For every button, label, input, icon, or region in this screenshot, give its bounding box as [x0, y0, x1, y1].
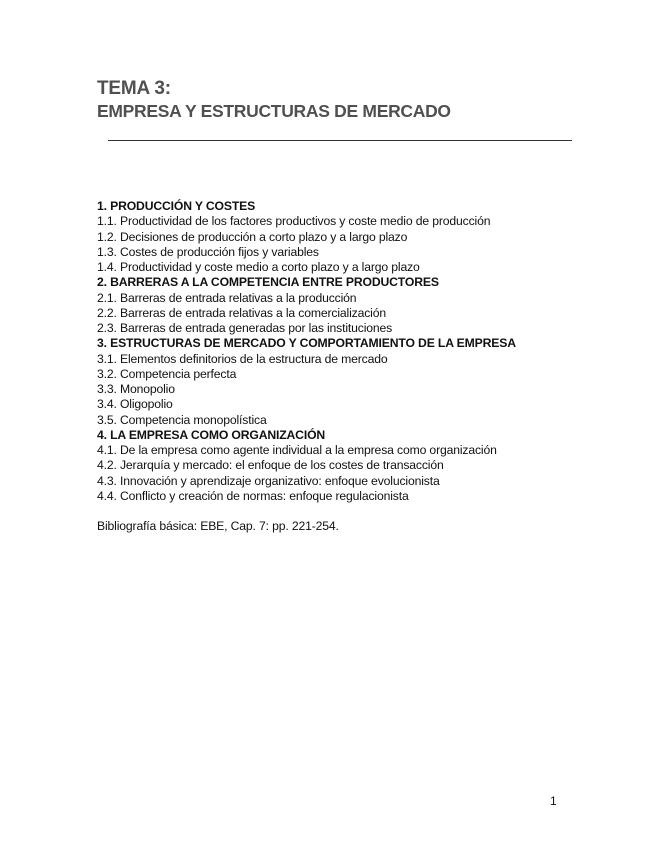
toc-item: 1.1. Productividad de los factores productivos y coste medio de producción: [97, 214, 491, 229]
toc-item: 4.4. Conflicto y creación de normas: enfoque regulacionista: [97, 488, 409, 503]
toc-item: 3.2. Competencia perfecta: [97, 366, 237, 381]
bibliography-note: Bibliografía básica: EBE, Cap. 7: pp. 221-254.: [97, 519, 339, 533]
toc-item: 4.1. De la empresa como agente individual a la empresa como organización: [97, 443, 497, 457]
table-of-contents: [97, 199, 516, 504]
toc-item: 1.4. Productividad y coste medio a corto plazo y a largo plazo: [97, 260, 420, 274]
document-title: [97, 78, 451, 122]
title-topic-number: TEMA 3:: [97, 78, 171, 99]
toc-item: 2.3. Barreras de entrada generadas por las instituciones: [97, 321, 393, 335]
toc-item: 4.3. Innovación y aprendizaje organizativo: enfoque evolucionista: [97, 473, 440, 488]
toc-item: 1.3. Costes de producción fijos y variables: [97, 244, 319, 259]
toc-item: 3.3. Monopolio: [97, 382, 175, 396]
section-heading: 2. BARRERAS A LA COMPETENCIA ENTRE PRODUCTORES: [97, 275, 439, 290]
toc-item: 1.2. Decisiones de producción a corto plazo y a largo plazo: [97, 229, 408, 244]
section-heading: 4. LA EMPRESA COMO ORGANIZACIÓN: [97, 427, 326, 442]
toc-item: 3.1. Elementos definitorios de la estructura de mercado: [97, 351, 388, 366]
toc-item: 4.2. Jerarquía y mercado: el enfoque de los costes de transacción: [97, 458, 444, 473]
section-heading: 3. ESTRUCTURAS DE MERCADO Y COMPORTAMIENTO DE LA EMPRESA: [97, 336, 516, 351]
toc-item: 2.1. Barreras de entrada relativas a la producción: [97, 290, 357, 305]
toc-item: 3.4. Oligopolio: [97, 397, 173, 412]
toc-item: 2.2. Barreras de entrada relativas a la comercialización: [97, 305, 386, 320]
title-topic-name: EMPRESA Y ESTRUCTURAS DE MERCADO: [97, 101, 451, 121]
section-heading: 1. PRODUCCIÓN Y COSTES: [97, 199, 256, 213]
title-divider: [108, 140, 572, 141]
toc-item: 3.5. Competencia monopolística: [97, 412, 267, 427]
page-number: 1: [550, 794, 557, 808]
